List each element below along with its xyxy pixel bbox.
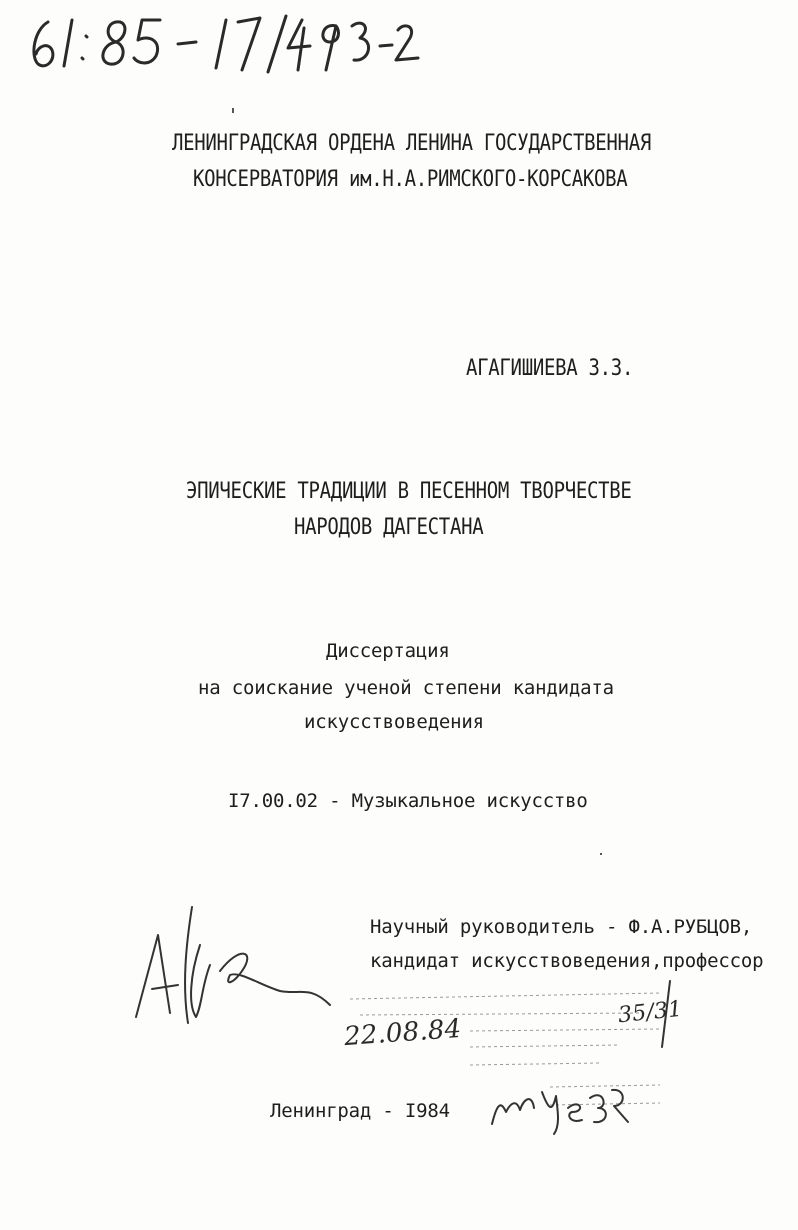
- scan-mark: [600, 853, 602, 855]
- institution-line-1: ЛЕНИНГРАДСКАЯ ОРДЕНА ЛЕНИНА ГОСУДАРСТВЕННАЯ: [172, 130, 651, 156]
- place-and-year: Ленинград - I984: [270, 1100, 450, 1122]
- supervisor-line-2: кандидат искусствоведения,профессор: [370, 950, 764, 972]
- institution-line-2: КОНСЕРВАТОРИЯ им.Н.А.РИМСКОГО-КОРСАКОВА: [193, 166, 628, 192]
- handwritten-signature: [130, 905, 340, 1045]
- stamp-date: 22.08.84: [343, 1013, 463, 1053]
- handwritten-catalogue-number: [20, 8, 420, 83]
- specialty-code: I7.00.02 - Музыкальное искусство: [228, 790, 588, 812]
- stamp-handwriting: [486, 1068, 636, 1138]
- thesis-title-line-1: ЭПИЧЕСКИЕ ТРАДИЦИИ В ПЕСЕННОМ ТВОРЧЕСТВЕ: [186, 478, 632, 504]
- scan-mark: [232, 108, 234, 113]
- thesis-degree-line: на соискание ученой степени кандидата: [198, 677, 614, 699]
- stamp-number: 35/31: [616, 996, 684, 1029]
- supervisor-line-1: Научный руководитель - Ф.А.РУБЦОВ,: [370, 916, 753, 938]
- author-name: АГАГИШИЕВА З.З.: [466, 355, 634, 381]
- thesis-field-line: искусствоведения: [304, 711, 484, 733]
- thesis-type: Диссертация: [326, 640, 450, 662]
- thesis-title-line-2: НАРОДОВ ДАГЕСТАНА: [294, 514, 484, 540]
